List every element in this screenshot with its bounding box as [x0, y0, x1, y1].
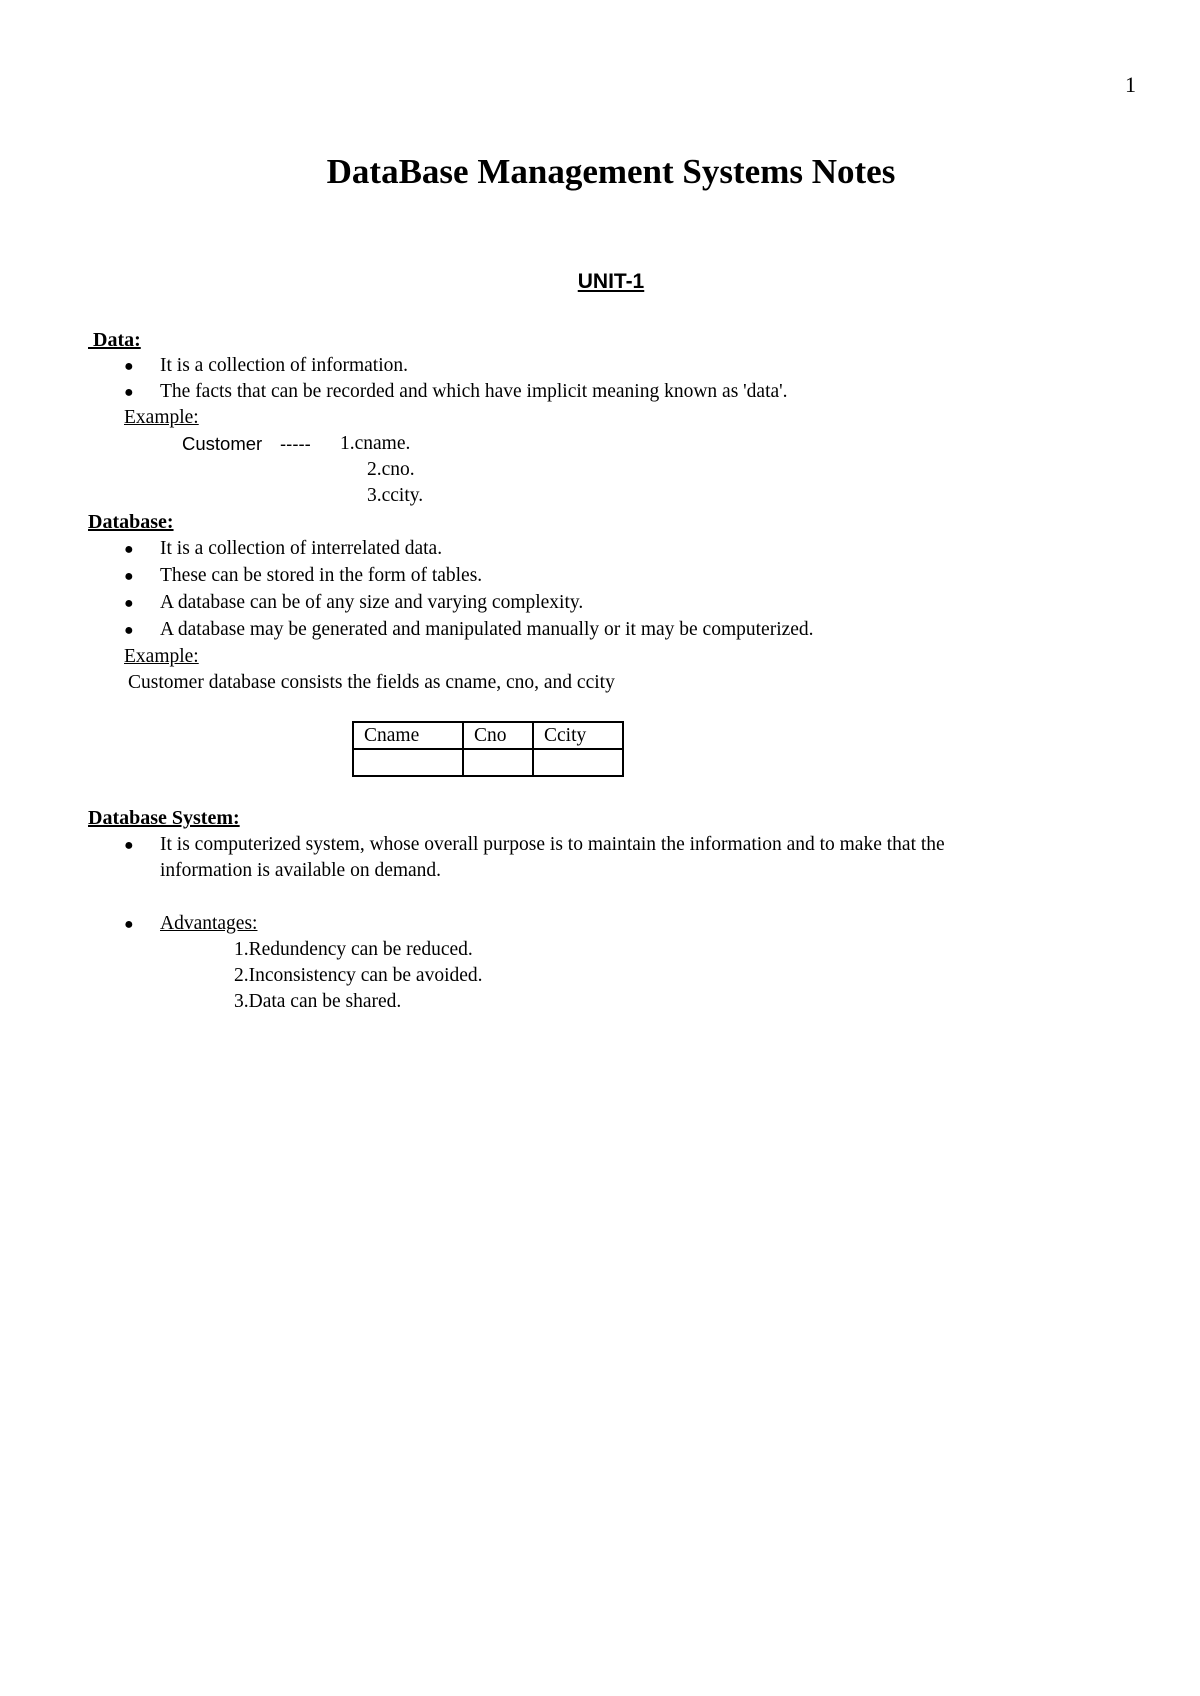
table-header-row	[353, 722, 623, 749]
advantage-item-1: 1.Redundency can be reduced.	[234, 939, 473, 960]
database-system-bullet-line-2: information is available on demand.	[160, 860, 442, 881]
table-row	[353, 749, 623, 776]
example-item-1: 1.cname.	[340, 433, 411, 454]
bullet-icon: ●	[124, 622, 134, 639]
database-bullet-1: It is a collection of interrelated data.	[160, 538, 443, 559]
example-separator: -----	[280, 433, 311, 454]
database-example-label: Example:	[124, 646, 199, 667]
database-system-bullet-line-1: It is computerized system, whose overall purpose is to maintain the information and to make that the	[160, 834, 945, 855]
advantage-item-3: 3.Data can be shared.	[234, 991, 402, 1012]
database-bullet-4: A database may be generated and manipulated manually or it may be computerized.	[160, 619, 814, 640]
bullet-icon: ●	[124, 916, 134, 933]
example-item-2: 2.cno.	[367, 459, 415, 480]
data-bullet-1: It is a collection of information.	[160, 355, 409, 376]
table-cell	[463, 749, 533, 776]
advantage-item-2: 2.Inconsistency can be avoided.	[234, 965, 483, 986]
example-item-3: 3.ccity.	[367, 485, 424, 506]
database-heading: Database:	[88, 511, 174, 533]
data-bullet-2: The facts that can be recorded and which have implicit meaning known as 'data'.	[160, 381, 788, 402]
table-header-cell: Cno	[463, 722, 533, 749]
database-bullet-2: These can be stored in the form of tables.	[160, 565, 483, 586]
bullet-icon: ●	[124, 568, 134, 585]
page-number: 1	[1125, 72, 1136, 97]
unit-heading: UNIT-1	[577, 270, 645, 293]
data-heading: Data:	[93, 329, 141, 351]
example-entity: Customer	[182, 433, 263, 454]
bullet-icon: ●	[124, 541, 134, 558]
bullet-icon: ●	[124, 384, 134, 401]
table-cell	[353, 749, 463, 776]
bullet-icon: ●	[124, 837, 134, 854]
bullet-icon: ●	[124, 358, 134, 375]
table-header-cell: Cname	[353, 722, 463, 749]
document-title: DataBase Management Systems Notes	[326, 152, 896, 191]
table-cell	[533, 749, 623, 776]
table-header-cell: Ccity	[533, 722, 623, 749]
advantages-label: Advantages:	[160, 913, 258, 934]
database-system-heading: Database System:	[88, 807, 240, 829]
database-example-text: Customer database consists the fields as cname, cno, and ccity	[128, 672, 615, 693]
database-bullet-3: A database can be of any size and varying complexity.	[160, 592, 584, 613]
customer-table	[352, 721, 624, 777]
bullet-icon: ●	[124, 595, 134, 612]
data-example-label: Example:	[124, 407, 199, 428]
